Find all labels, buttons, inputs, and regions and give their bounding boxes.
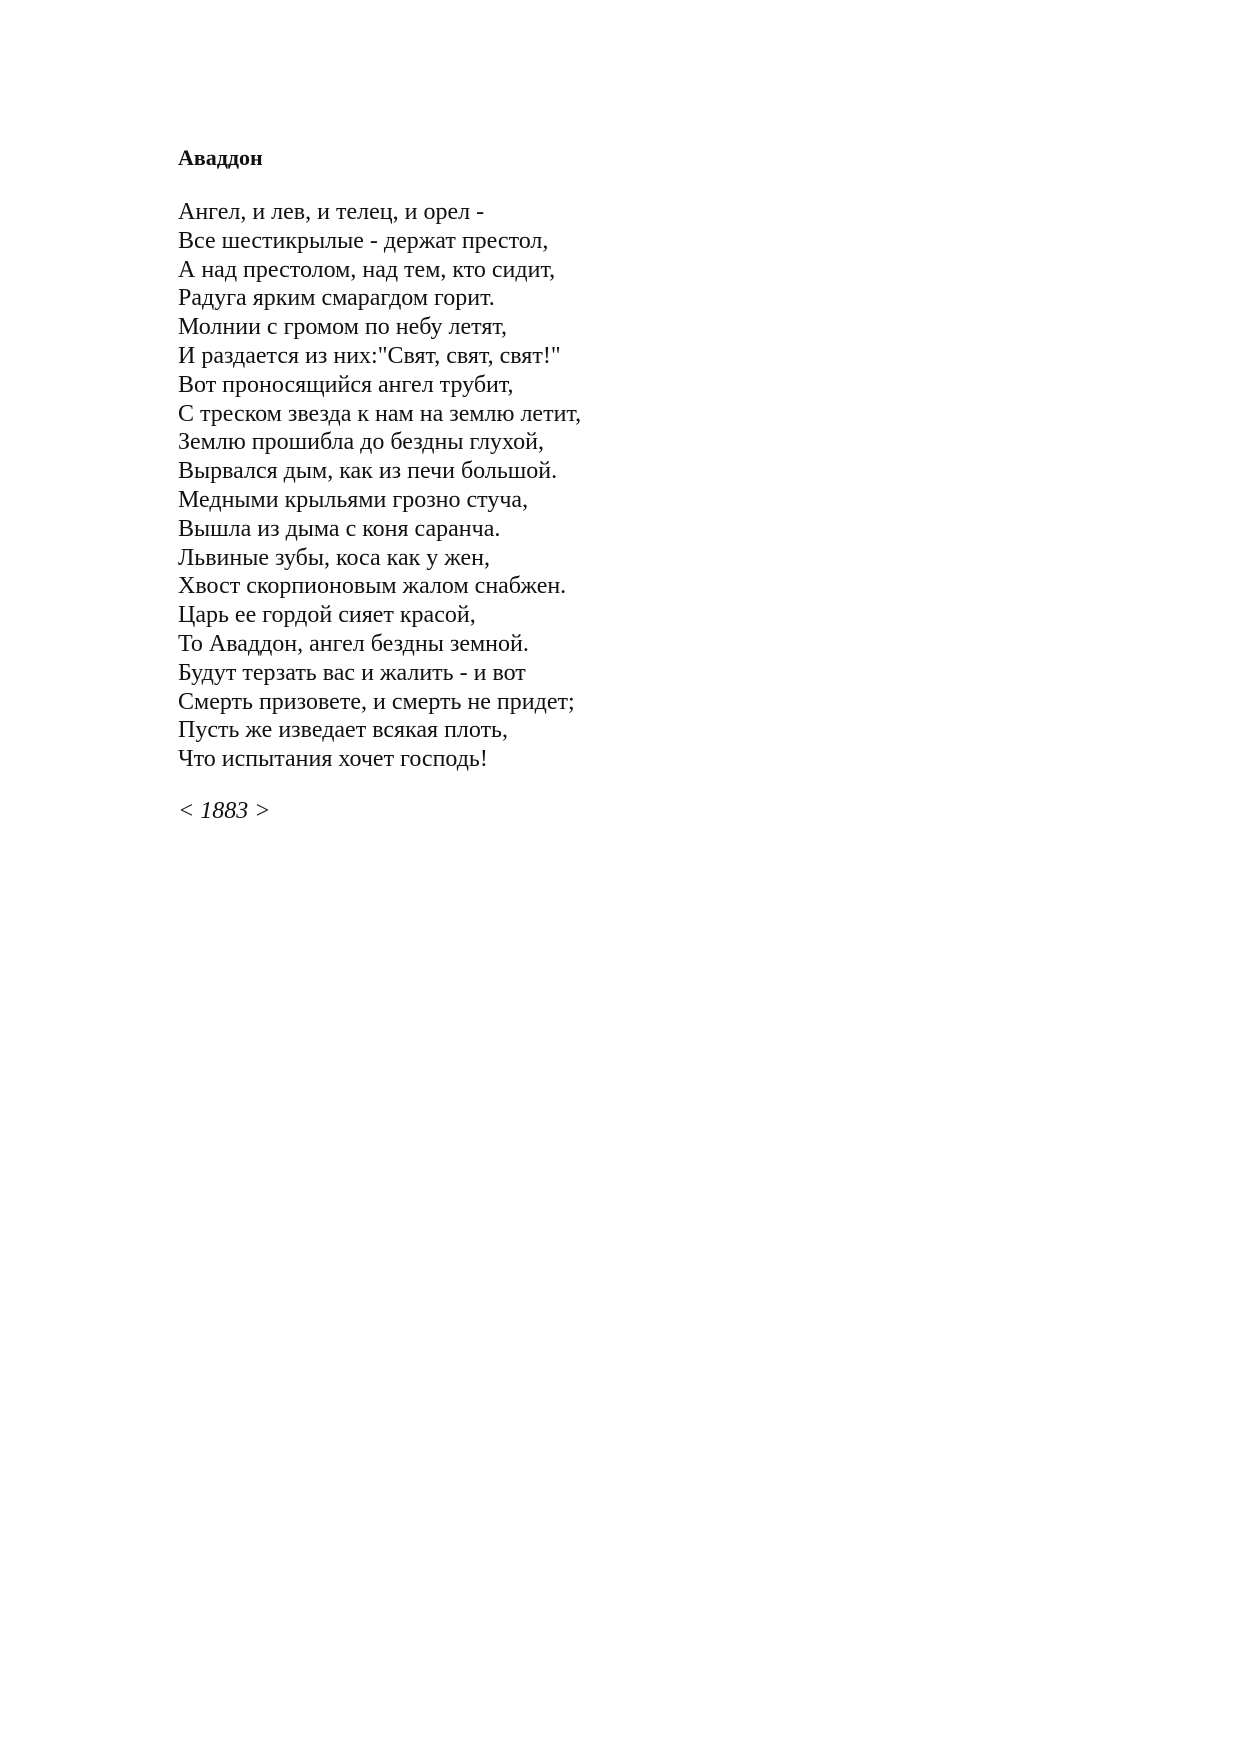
verse-line: Медными крыльями грозно стуча, xyxy=(178,486,529,513)
verse-line: Радуга ярким смарагдом горит. xyxy=(178,285,495,312)
verse-line: Смерть призовете, и смерть не придет; xyxy=(178,688,575,715)
poem-content xyxy=(178,143,1078,825)
verse-line: То Аваддон, ангел бездны земной. xyxy=(178,630,529,657)
poem-verse xyxy=(178,198,1078,774)
verse-line: Львиные зубы, коса как у жен, xyxy=(178,544,491,571)
verse-line: Пусть же изведает всякая плоть, xyxy=(178,717,508,744)
verse-line: Царь ее гордой сияет красой, xyxy=(178,602,476,629)
verse-line: Ангел, и лев, и телец, и орел - xyxy=(178,199,485,225)
verse-line: Вот проносящийся ангел трубит, xyxy=(178,371,514,398)
verse-line: Что испытания хочет господь! xyxy=(178,746,488,773)
poem-title: Аваддон xyxy=(178,145,263,170)
verse-line: Вышла из дыма с коня саранча. xyxy=(178,515,501,542)
verse-line: Вырвался дым, как из печи большой. xyxy=(178,458,558,485)
verse-line: Молнии с громом по небу летят, xyxy=(178,314,508,341)
verse-line: Хвост скорпионовым жалом снабжен. xyxy=(178,573,567,600)
verse-line: Землю прошибла до бездны глухой, xyxy=(178,429,544,456)
verse-line: А над престолом, над тем, кто сидит, xyxy=(178,256,556,283)
poem-date: < 1883 > xyxy=(178,797,271,824)
verse-line: И раздается из них:"Свят, свят, свят!" xyxy=(178,342,561,369)
verse-line: Будут терзать вас и жалить - и вот xyxy=(178,659,526,686)
verse-line: С треском звезда к нам на землю летит, xyxy=(178,400,582,427)
verse-line: Все шестикрылые - держат престол, xyxy=(178,227,549,254)
